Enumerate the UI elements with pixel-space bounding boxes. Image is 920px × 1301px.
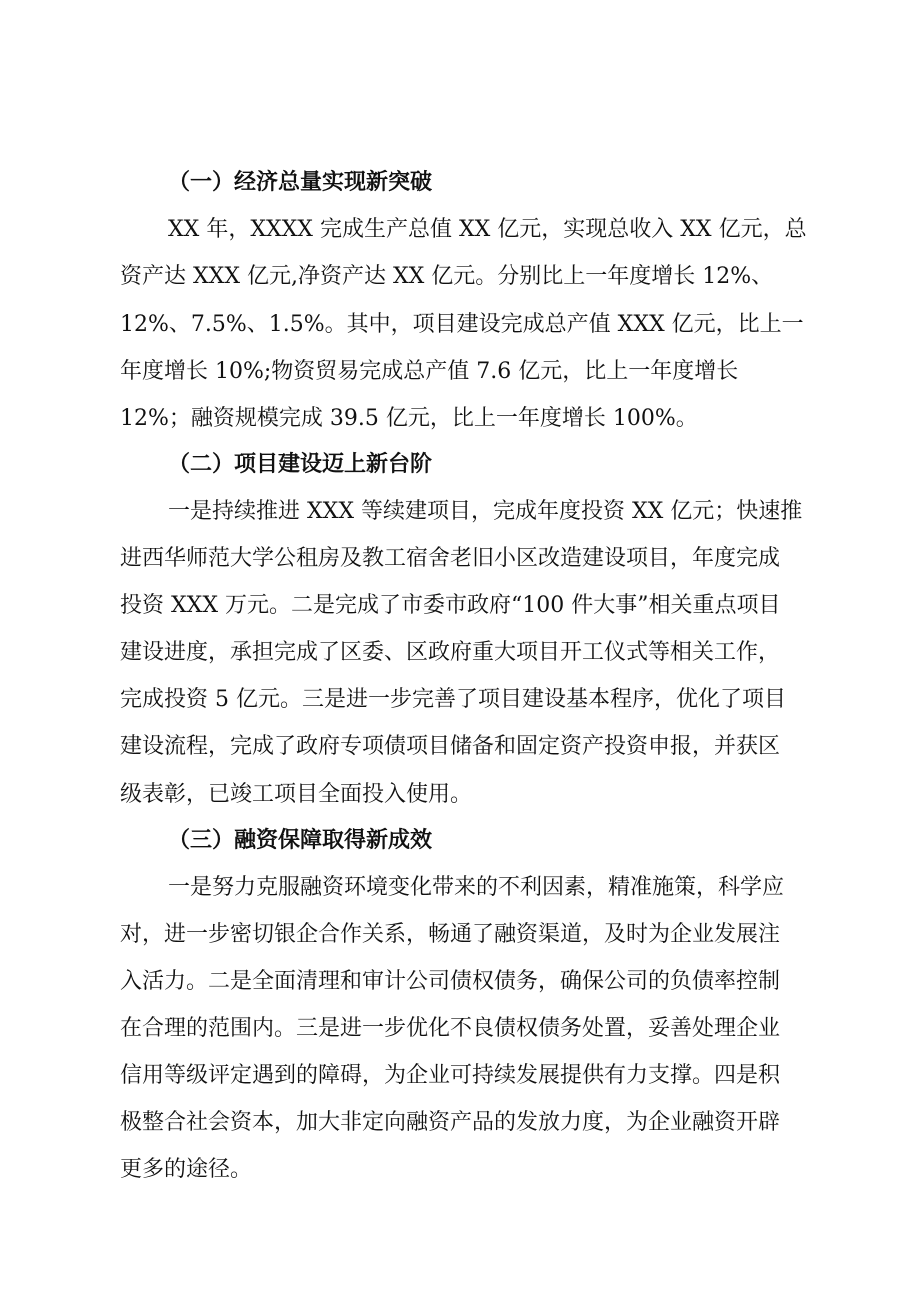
paragraph-line: 对，进一步密切银企合作关系，畅通了融资渠道，及时为企业发展注 [120,922,781,947]
paragraph-line: 进西华师范大学公租房及教工宿舍老旧小区改造建设项目，年度完成 [120,546,781,571]
paragraph-line: 完成投资 5 亿元。三是进一步完善了项目建设基本程序，优化了项目 [120,687,786,712]
paragraph-line: 在合理的范围内。三是进一步优化不良债权债务处置，妥善处理企业 [120,1016,781,1041]
paragraph-line: 12%；融资规模完成 39.5 亿元，比上一年度增长 100%。 [120,406,698,431]
paragraph-line: 极整合社会资本，加大非定向融资产品的发放力度，为企业融资开辟 [120,1110,781,1135]
paragraph-line: 一是努力克服融资环境变化带来的不利因素，精准施策，科学应 [168,875,785,900]
paragraph-line: 入活力。二是全面清理和审计公司债权债务，确保公司的负债率控制 [120,969,781,994]
paragraph-line: 资产达 XXX 亿元,净资产达 XX 亿元。分别比上一年度增长 12%、 [120,264,774,289]
paragraph-line: 级表彰，已竣工项目全面投入使用。 [120,782,473,807]
paragraph-line: 建设流程，完成了政府专项债项目储备和固定资产投资申报，并获区 [120,734,781,759]
section-heading-3: （三）融资保障取得新成效 [168,828,433,853]
paragraph-line: 年度增长 10%;物资贸易完成总产值 7.6 亿元，比上一年度增长 [120,359,739,384]
section-heading-2: （二）项目建设迈上新台阶 [168,452,433,477]
paragraph-line: 投资 XXX 万元。二是完成了市委市政府“100 件大事”相关重点项目 [120,593,781,618]
paragraph-line: XX 年，XXXX 完成生产总值 XX 亿元，实现总收入 XX 亿元，总 [168,217,807,242]
paragraph-line: 建设进度，承担完成了区委、区政府重大项目开工仪式等相关工作， [120,640,781,665]
paragraph-line: 一是持续推进 XXX 等续建项目，完成年度投资 XX 亿元；快速推 [168,499,803,524]
section-heading-1: （一）经济总量实现新突破 [168,170,433,195]
paragraph-line: 更多的途径。 [120,1157,253,1182]
paragraph-line: 12%、7.5%、1.5%。其中，项目建设完成总产值 XXX 亿元，比上一 [120,312,804,337]
paragraph-line: 信用等级评定遇到的障碍，为企业可持续发展提供有力支撑。四是积 [120,1063,781,1088]
